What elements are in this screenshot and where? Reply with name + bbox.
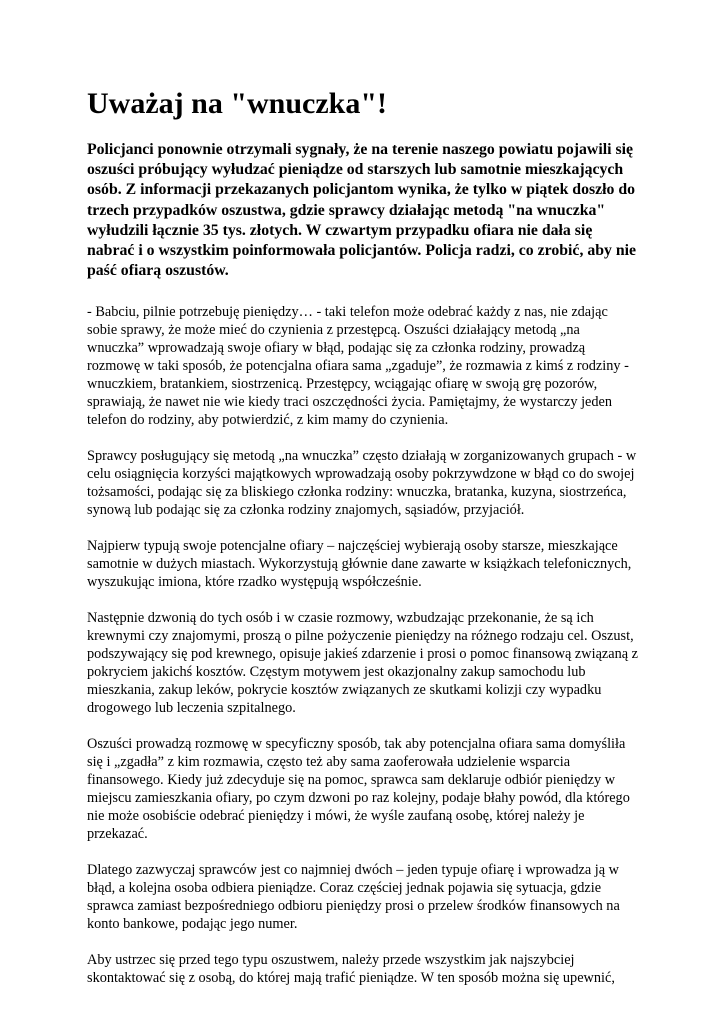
body-paragraph: Najpierw typują swoje potencjalne ofiary – najczęściej wybierają osoby starsze, mieszkające samotnie w dużych miastach. Wykorzystują głównie dane zawarte w książkach telefonicznych, wyszukując imiona, które rzadko występują współcześnie. [87,538,632,591]
body-paragraph: Oszuści prowadzą rozmowę w specyficzny sposób, tak aby potencjalna ofiara sama domyśliła się i „zgadła” z kim rozmawia, często też aby sama zaoferowała udzielenie wsparcia finansowego. Kiedy już zdecyduje się na pomoc, sprawca sam deklaruje odbiór pieniędzy w miejscu zamieszkania ofiary, po czym dzwoni po raz kolejny, podaje błahy powód, dla którego nie może osobiście odebrać pieniędzy i mówi, że wyśle zaufaną osobę, której należy je przekazać. [87,736,630,843]
article-title: Uważaj na "wnuczka"! [87,87,387,120]
body-paragraph: Sprawcy posługujący się metodą „na wnuczka” często działają w zorganizowanych grupach - w celu osiągnięcia korzyści majątkowych wprowadzają osoby pokrzywdzone w błąd co do swojej tożsamości, podając się za bliskiego członka rodziny: wnuczka, bratanka, kuzyna, siostrzeńca, synową lub podając się za członka rodziny znajomych, sąsiadów, przyjaciół. [87,448,637,519]
body-paragraph: Dlatego zazwyczaj sprawców jest co najmniej dwóch – jeden typuje ofiarę i wprowadza ją w błąd, a kolejna osoba odbiera pieniądze. Coraz częściej jednak pojawia się sytuacja, gdzie sprawca zamiast bezpośredniego odbioru pieniędzy prosi o przelew środków finansowych na konto bankowe, podając jego numer. [87,862,620,933]
body-paragraph: - Babciu, pilnie potrzebuję pieniędzy… - taki telefon może odebrać każdy z nas, nie zdając sobie sprawy, że może mieć do czynienia z przestępcą. Oszuści działający metodą „na wnuczka” wprowadzają swoje ofiary w błąd, podając się za członka rodziny, prowadzą rozmowę w taki sposób, że potencjalna ofiara sama „zgaduje”, że rozmawia z kimś z rodziny - wnuczkiem, bratankiem, siostrzenicą. Przestępcy, wciągając ofiarę w swoją grę pozorów, sprawiają, że nawet nie wie kiedy traci oszczędności życia. Pamiętajmy, że wystarczy jeden telefon do rodziny, aby potwierdzić, z kim mamy do czynienia. [87,304,629,429]
body-paragraph: Aby ustrzec się przed tego typu oszustwem, należy przede wszystkim jak najszybciej skontaktować się z osobą, do której mają trafić pieniądze. W ten sposób można się upewnić, [87,952,615,987]
document-page [87,84,639,987]
body-paragraph: Następnie dzwonią do tych osób i w czasie rozmowy, wzbudzając przekonanie, że są ich krewnymi czy znajomymi, proszą o pilne pożyczenie pieniędzy na różnego rodzaju cel. Oszust, podszywający się pod krewnego, opisuje jakieś zdarzenie i prosi o pomoc finansową związaną z pokryciem jakichś kosztów. Częstym motywem jest okazjonalny zakup samochodu lub mieszkania, zakup leków, pokrycie kosztów związanych ze skutkami kolizji czy wypadku drogowego lub leczenia szpitalnego. [87,610,639,717]
article-lead: Policjanci ponownie otrzymali sygnały, że na terenie naszego powiatu pojawili się oszuści próbujący wyłudzać pieniądze od starszych lub samotnie mieszkających osób. Z informacji przekazanych policjantom wynika, że tylko w piątek doszło do trzech przypadków oszustwa, gdzie sprawcy działając metodą "na wnuczka" wyłudzili łącznie 35 tys. złotych. W czwartym przypadku ofiara nie dała się nabrać i o wszystkim poinformowała policjantów. Policja radzi, co zrobić, aby nie paść ofiarą oszustów. [87,141,637,280]
